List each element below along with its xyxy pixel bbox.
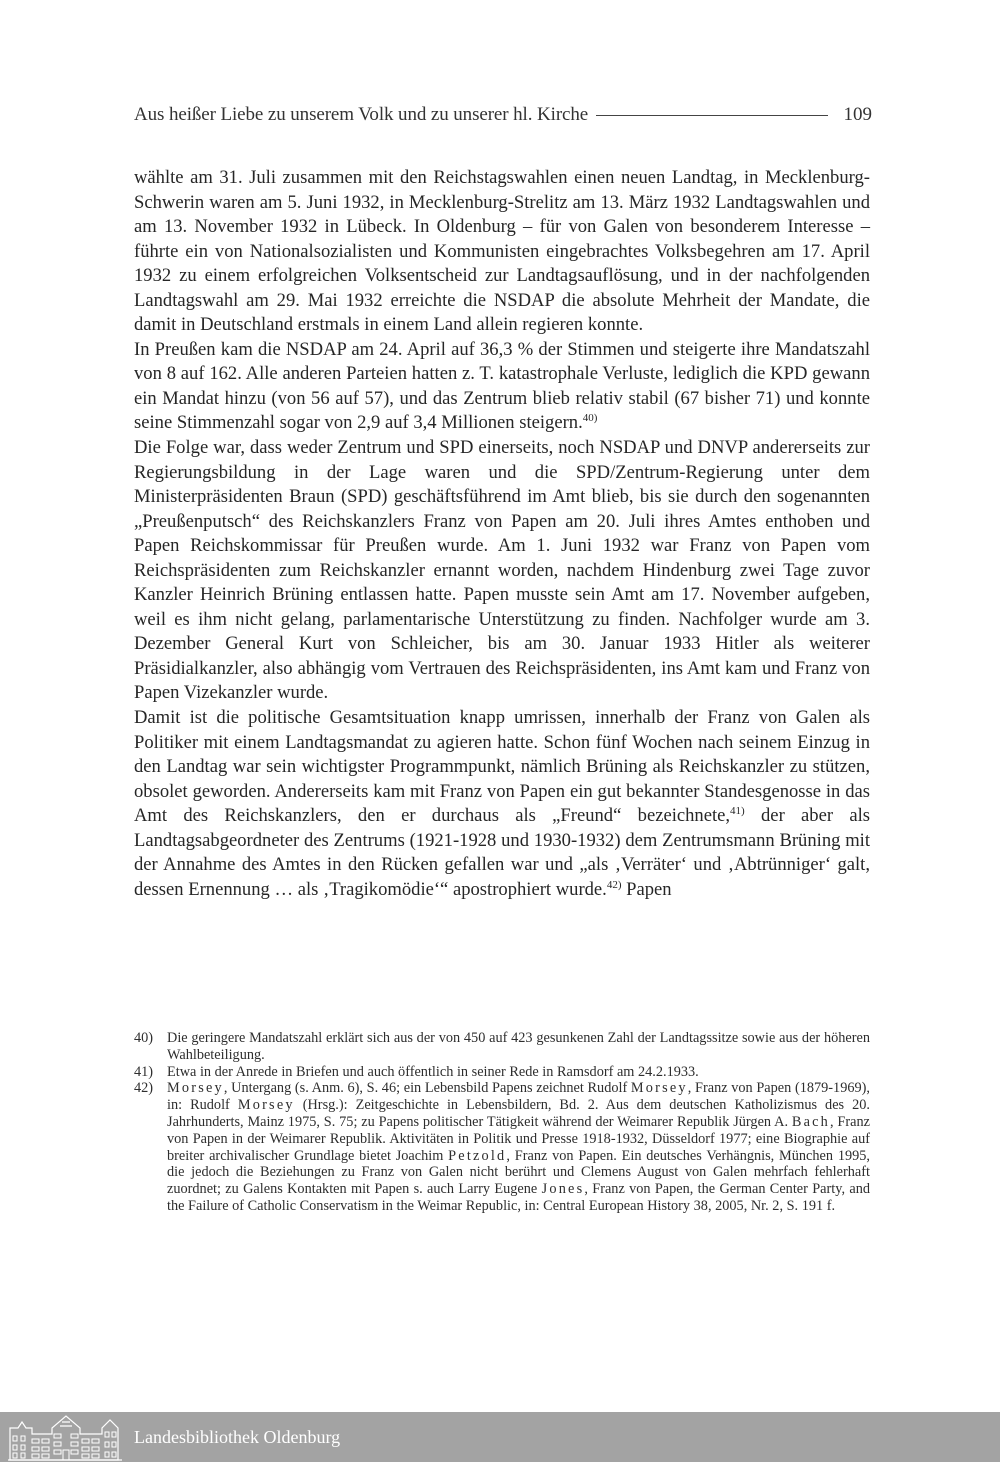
author-name: Morsey	[167, 1080, 224, 1097]
page-number: 109	[843, 104, 872, 125]
paragraph	[134, 706, 870, 902]
author-name: Petzold	[448, 1147, 507, 1164]
main-text	[134, 166, 870, 902]
footnote-text	[167, 1080, 870, 1214]
paragraph-text: Papen	[621, 878, 672, 900]
footnote-42	[134, 1080, 870, 1214]
footnote-number: 41)	[134, 1063, 154, 1080]
paragraph	[134, 166, 870, 338]
author-name: Morsey	[630, 1080, 688, 1097]
footnote-ref-42[interactable]: 42)	[606, 878, 622, 891]
paragraph-text: In Preußen kam die NSDAP am 24. April auf 36,3 % der Stimmen und steigerte ihre Mandatszahl von 8 auf 162. Alle anderen Parteien hatten z. T. katastrophale Verluste, lediglich die KPD gewann ein Mandat hinzu (von 56 auf 57), und das Zentrum blieb relativ stabil (67 bisher 71) und konnte seine Stimmenzahl sogar von 2,9 auf 3,4 Millionen steigern.	[134, 338, 870, 434]
footnote-number: 40)	[134, 1030, 154, 1046]
citation-text: , Untergang (s. Anm. 6), S. 46; ein Lebensbild Papens zeichnet Rudolf	[223, 1080, 631, 1097]
paragraph	[134, 338, 870, 436]
running-title: Aus heißer Liebe zu unserem Volk und zu unserer hl. Kirche	[134, 104, 589, 125]
footnote-text: Die geringere Mandatszahl erklärt sich aus der von 450 auf 423 gesunkenen Zahl der Landtagssitze sowie aus der höheren Wahlbeteiligung.	[167, 1030, 870, 1063]
footnote-text: Etwa in der Anrede in Briefen und auch öffentlich in seiner Rede in Ramsdorf am 24.2.1933.	[167, 1063, 699, 1080]
library-name: Landesbibliothek Oldenburg	[134, 1426, 341, 1447]
citation-text: , Franz von Papen (1879-1969), in: Rudolf	[167, 1080, 870, 1114]
citation-text: (Hrsg.): Zeitgeschichte in Lebensbildern, Bd. 2. Aus dem deutschen Katholizismus des 20. Jahrhunderts, Mainz 1975, S. 75; zu Papens politischer Tätigkeit während der Weimarer Republik Jürgen A.	[167, 1097, 870, 1130]
footnotes	[134, 1030, 870, 1215]
footnote-ref-41[interactable]: 41)	[730, 805, 745, 818]
author-name: Jones	[541, 1181, 585, 1198]
citation-text: , Franz von Papen, the German Center Party, and the Failure of Catholic Conservatism in the Weimar Republic, in: Central European History 38, 2005, Nr. 2, S. 191 f.	[167, 1181, 870, 1214]
paragraph-text: Damit ist die politische Gesamtsituation knapp umrissen, innerhalb der Franz von Galen als Politiker mit einem Landtagsmandat zu agieren hatte. Schon fünf Wochen nach seinem Einzug in den Landtag war sein wichtigster Programmpunkt, nämlich Brüning als Reichskanzler zu stützen, obsolet geworden. Andererseits kam mit Franz von Papen ein gut bekannter Standesgenosse in das Amt des Reichskanzlers, den er durchaus als „Freund“ bezeichnete,	[134, 707, 870, 827]
author-name: Bach	[791, 1113, 831, 1130]
footer-bar	[0, 1412, 1000, 1462]
paragraph	[134, 436, 870, 706]
citation-text: , Franz von Papen in der Weimarer Republik. Aktivitäten in Politik und Presse 1918-1932, Düsseldorf 1977; eine Biographie auf breiter archivalischer Grundlage bietet Joachim	[167, 1113, 870, 1164]
footnote-41	[134, 1064, 870, 1081]
author-name: Morsey	[237, 1097, 295, 1114]
header-rule	[596, 115, 827, 116]
paragraph-text: wählte am 31. Juli zusammen mit den Reichstagswahlen einen neuen Landtag, in Mecklenburg-Schwerin waren am 5. Juni 1932, in Mecklenburg-Strelitz am 13. März 1932 Landtagswahlen und am 13. November 1932 in Lübeck. In Oldenburg – für von Galen von besonderem Interesse – führte ein von Nationalsozialisten und Kommunisten eingebrachtes Volksbegehren am 17. April 1932 zu einem erfolgreichen Volksentscheid zur Landtagsauflösung, und in der nachfolgenden Landtagswahl am 29. Mai 1932 erreichte die NSDAP die absolute Mehrheit der Mandate, die damit in Deutschland erstmals in einem Land allein regieren konnte.	[134, 167, 870, 336]
paragraph-text: der aber als Landtagsabgeordneter des Zentrums (1921-1928 und 1930-1932) dem Zentrumsmann Brüning mit der Annahme des Amtes in den Rücken gefallen war und „als ‚Verräter‘ und ‚Abtrünniger‘ galt, dessen Ernennung … als ‚Tragikomödie‘“ apostrophiert wurde.	[134, 805, 870, 900]
footnote-ref-40[interactable]: 40)	[582, 412, 598, 425]
paragraph-text: Die Folge war, dass weder Zentrum und SPD einerseits, noch NSDAP und DNVP andererseits zur Regierungsbildung in der Lage waren und die SPD/Zentrum-Regierung unter dem Ministerpräsidenten Braun (SPD) geschäftsführend im Amt blieb, bis sie durch den sogenannten „Preußenputsch“ des Reichskanzlers Franz von Papen am 20. Juli ihres Amtes enthoben und Papen Reichskommissar für Preußen wurde. Am 1. Juni 1932 war Franz von Papen vom Reichspräsidenten zum Reichskanzler ernannt worden, nachdem Hindenburg zwei Tage zuvor Kanzler Heinrich Brüning entlassen hatte. Papen musste sein Amt am 17. November aufgeben, weil es ihm nicht gelang, parlamentarische Unterstützung zu finden. Nachfolger wurde am 3. Dezember General Kurt von Schleicher, bis am 30. Januar 1933 Hitler als weiterer Präsidialkanzler, also abhängig vom Vertrauen des Reichspräsidenten, ins Amt kam und Franz von Papen Vizekanzler wurde.	[134, 437, 870, 704]
library-building-icon	[6, 1412, 126, 1462]
citation-text: , Franz von Papen. Ein deutsches Verhängnis, München 1995, die jedoch die Beziehungen zu Franz von Galen nicht berührt und Clemens August von Galen mehrfach fehlerhaft zuordnet; zu Galens Kontakten mit Papen s. auch Larry Eugene	[167, 1147, 870, 1198]
running-header	[134, 104, 872, 126]
footnote-40	[134, 1030, 870, 1064]
footnote-number: 42)	[134, 1080, 154, 1097]
